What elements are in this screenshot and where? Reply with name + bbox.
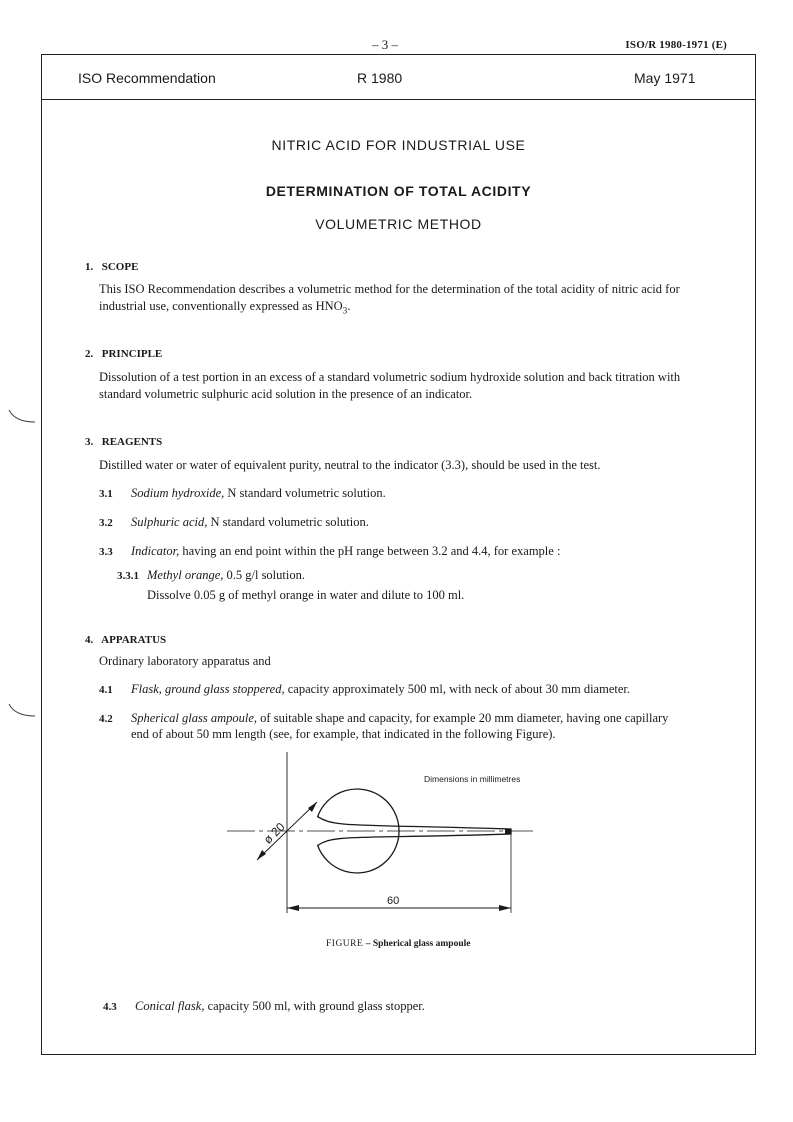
subitem-paragraph: Dissolve 0.05 g of methyl orange in water and dilute to 100 ml. [147,588,465,602]
reagent-item [99,515,369,530]
apparatus-item [99,682,630,697]
section-heading-principle [85,348,162,360]
margin-mark [5,408,41,428]
item-name: Spherical glass ampoule, [131,711,258,725]
reagent-item [99,486,386,501]
item-name: Conical flask, [135,999,205,1013]
header-date: May 1971 [634,70,696,86]
apparatus-item-continuation: end of about 50 mm length (see, for example, that indicated in the following Figure). [131,727,556,741]
capillary-tip [505,829,511,834]
section-heading-reagents [85,436,162,448]
page-number: – 3 – [372,37,398,52]
apparatus-item [99,711,668,726]
section-title: PRINCIPLE [101,348,163,360]
formula-subscript: 3 [342,305,348,316]
subitem-text: 0.5 g/l solution. [223,568,305,582]
item-name: Indicator, [131,544,180,558]
title-determination: DETERMINATION OF TOTAL ACIDITY [265,183,532,199]
figure-dimensions-note: Dimensions in millimetres [424,774,521,784]
item-number: 3.1 [99,488,113,500]
diameter-arrow-end [308,802,317,812]
item-number: 4.3 [103,1001,117,1013]
reagent-item [99,544,560,559]
item-number: 3.3 [99,546,113,558]
item-text: having an end point within the pH range between 3.2 and 4.4, for example : [179,544,561,558]
header-standard-number: R 1980 [357,70,403,86]
figure-caption-text: – Spherical glass ampoule [363,939,471,949]
item-name: Sulphuric acid, [131,515,208,529]
section-number: 2. [85,348,94,360]
length-arrow-start [287,905,299,911]
apparatus-item [103,999,425,1014]
subitem-name: Methyl orange, [147,568,224,582]
item-text: N standard volumetric solution. [207,515,369,529]
header-standard-type: ISO Recommendation [78,70,216,86]
principle-paragraph: Dissolution of a test portion in an excess of a standard volumetric sodium hydroxide solution and back titration with standard volumetric sulphuric acid solution in the presence of an indicator. [99,370,681,401]
figure-caption [326,939,470,949]
document-reference: ISO/R 1980-1971 (E) [625,39,727,51]
subitem-number: 3.3.1 [117,570,139,582]
item-text: capacity approximately 500 ml, with neck of about 30 mm diameter. [284,682,630,696]
section-number: 1. [85,261,94,273]
scope-text: This ISO Recommendation describes a volumetric method for the determination of the total acidity of nitric acid for industrial use, conventionally expressed as HNO [99,282,680,313]
item-text: N standard volumetric solution. [224,486,386,500]
figure-caption-label: FIGURE [326,939,364,949]
section-number: 3. [85,436,94,448]
scope-paragraph [99,281,714,320]
item-text: capacity 500 ml, with ground glass stopper. [204,999,425,1013]
item-text: of suitable shape and capacity, for example 20 mm diameter, having one capillary [257,711,669,725]
section-heading-scope [85,261,138,273]
length-arrow-end [499,905,511,911]
diameter-arrow-start [257,850,266,860]
title-subject: NITRIC ACID FOR INDUSTRIAL USE [271,137,526,153]
section-number: 4. [85,634,94,646]
section-heading-apparatus [85,634,166,646]
section-title: APPARATUS [101,634,167,646]
scope-text-end: . [347,299,351,313]
item-number: 4.2 [99,713,113,725]
diameter-label: ø 20 [260,819,288,847]
item-name: Sodium hydroxide, [131,486,225,500]
title-method: VOLUMETRIC METHOD [315,216,482,232]
figure-length-label: 60 [387,895,400,907]
item-name: Flask, ground glass stoppered, [131,682,285,696]
reagents-intro: Distilled water or water of equivalent purity, neutral to the indicator (3.3), should be used in the test. [99,458,601,472]
section-title: SCOPE [101,261,139,273]
apparatus-intro: Ordinary laboratory apparatus and [99,654,271,668]
margin-mark [5,702,41,722]
item-number: 4.1 [99,684,113,696]
item-number: 3.2 [99,517,113,529]
reagent-subitem [117,568,305,583]
section-title: REAGENTS [101,436,163,448]
